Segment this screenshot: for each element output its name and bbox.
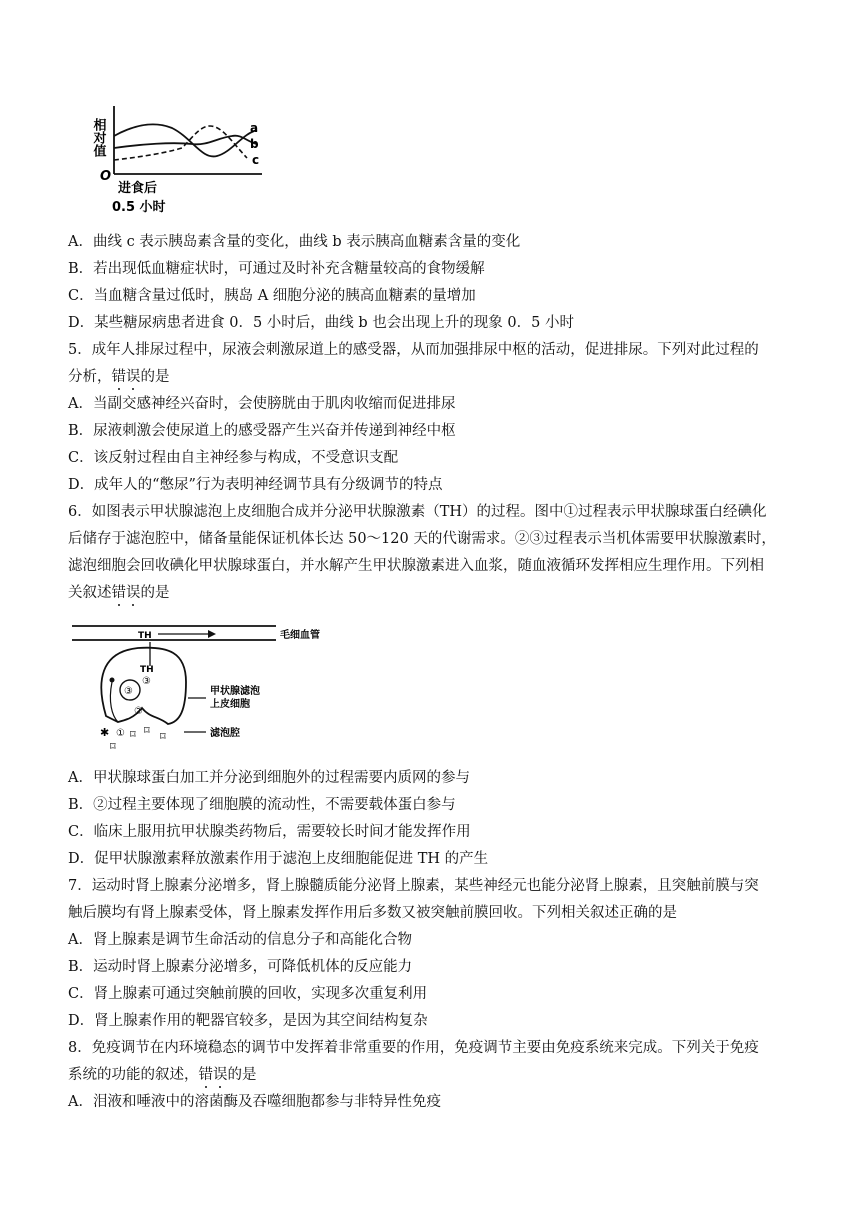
th-arrowhead bbox=[208, 630, 216, 638]
lumen-label: 滤泡腔 bbox=[210, 728, 240, 739]
q5-stem-line2 bbox=[68, 367, 170, 387]
q7-option-c: C．肾上腺素可通过突触前膜的回收，实现多次重复利用 bbox=[68, 986, 428, 1002]
q6-stem-line2: 后储存于滤泡腔中，储备量能保证机体长达 50～120 天的代谢需求。②③过程表示当机体需要甲状腺激素时， bbox=[68, 531, 776, 547]
curve-label-a: a bbox=[250, 121, 259, 135]
q5-option-d: D．成年人的“憋尿”行为表明神经调节具有分级调节的特点 bbox=[68, 477, 443, 493]
y-label-1: 相对值 bbox=[90, 118, 106, 157]
q4-option-a: A．曲线 c 表示胰岛素含量的变化，曲线 b 表示胰高血糖素含量的变化 bbox=[68, 234, 521, 250]
th-label-top: TH bbox=[138, 631, 152, 641]
q8-stem-post: 的是 bbox=[227, 1067, 257, 1083]
q7-option-b: B．运动时肾上腺素分泌增多，可降低机体的反应能力 bbox=[68, 959, 413, 975]
q8-stem-line1: 8．免疫调节在内环境稳态的调节中发挥着非常重要的作用，免疫调节主要由免疫系统来完成。下列关于免疫 bbox=[68, 1040, 759, 1056]
capillary-label: 毛细血管 bbox=[280, 630, 320, 641]
th-label-inner: TH bbox=[140, 665, 154, 675]
origin-label: O bbox=[100, 169, 112, 184]
q7-option-d: D．肾上腺素作用的靶器官较多，是因为其空间结构复杂 bbox=[68, 1013, 428, 1029]
q5-option-c: C．该反射过程由自主神经参与构成，不受意识支配 bbox=[68, 450, 399, 466]
colloid-5: ⌑ bbox=[110, 740, 116, 753]
q6-stem-line3: 滤泡细胞会回收碘化甲状腺球蛋白，并水解产生甲状腺激素进入血浆，随血液循环发挥相应生理作用。下列相 bbox=[68, 558, 764, 574]
q6-emphasis-1: 错 bbox=[111, 585, 126, 601]
q6-option-c: C．临床上服用抗甲状腺类药物后，需要较长时间才能发挥作用 bbox=[68, 824, 471, 840]
q8-stem-pre: 系统的功能的叙述， bbox=[68, 1067, 199, 1083]
step-1-marker: ① bbox=[116, 728, 125, 739]
q4-option-c: C．当血糖含量过低时，胰岛 A 细胞分泌的胰高血糖素的量增加 bbox=[68, 288, 476, 304]
q6-option-d: D．促甲状腺激素释放激素作用于滤泡上皮细胞能促进 TH 的产生 bbox=[68, 851, 489, 867]
q5-emphasis-1: 错 bbox=[111, 369, 126, 385]
figure-curves bbox=[92, 98, 272, 226]
q8-emphasis-2: 误 bbox=[213, 1067, 228, 1083]
step-1-path bbox=[110, 682, 118, 722]
q6-option-a: A．甲状腺球蛋白加工并分泌到细胞外的过程需要内质网的参与 bbox=[68, 770, 470, 786]
q5-option-a: A．当副交感神经兴奋时，会使膀胱由于肌肉收缩而促进排尿 bbox=[68, 396, 456, 412]
curve-a bbox=[114, 124, 257, 156]
q6-option-b: B．②过程主要体现了细胞膜的流动性，不需要载体蛋白参与 bbox=[68, 797, 456, 813]
q4-option-d: D．某些糖尿病患者进食 0．5 小时后，曲线 b 也会出现上升的现象 0．5 小时 bbox=[68, 315, 574, 331]
cell-label-2: 上皮细胞 bbox=[210, 699, 250, 710]
colloid-2: ⌑ bbox=[130, 728, 136, 741]
q8-emphasis-1: 错 bbox=[198, 1067, 213, 1083]
thyroid-svg bbox=[68, 612, 320, 762]
q6-stem-line1: 6．如图表示甲状腺滤泡上皮细胞合成并分泌甲状腺激素（TH）的过程。图中①过程表示甲状腺球蛋白经碘化 bbox=[68, 504, 767, 520]
curves-svg bbox=[92, 98, 272, 226]
cell-label-1: 甲状腺滤泡 bbox=[210, 686, 260, 697]
q6-emphasis-2: 误 bbox=[126, 585, 141, 601]
q8-option-a: A．泪液和唾液中的溶菌酶及吞噬细胞都参与非特异性免疫 bbox=[68, 1094, 441, 1110]
q6-stem-post: 的是 bbox=[140, 585, 170, 601]
q6-stem-pre: 关叙述 bbox=[68, 585, 112, 601]
x-label-line2: 0.5 小时 bbox=[112, 200, 166, 215]
step-2-marker: ② bbox=[134, 706, 143, 717]
q4-option-b: B．若出现低血糖症状时，可通过及时补充含糖量较高的食物缓解 bbox=[68, 261, 485, 277]
q8-stem-line2 bbox=[68, 1065, 257, 1085]
q6-stem-line4 bbox=[68, 583, 170, 603]
q5-emphasis-2: 误 bbox=[126, 369, 141, 385]
q7-stem-line2: 触后膜均有肾上腺素受体，肾上腺素发挥作用后多数又被突触前膜回收。下列相关叙述正确的是 bbox=[68, 905, 677, 921]
curve-label-c: c bbox=[252, 153, 260, 167]
q5-stem-pre: 分析， bbox=[68, 369, 112, 385]
colloid-3: ⌑ bbox=[144, 724, 150, 737]
q5-stem-line1: 5．成年人排尿过程中，尿液会刺激尿道上的感受器，从而加强排尿中枢的活动，促进排尿。下列对此过程的 bbox=[68, 342, 759, 358]
colloid-1: ✱ bbox=[100, 726, 110, 739]
x-label-line1: 进食后 bbox=[118, 181, 158, 196]
figure-thyroid-cell bbox=[68, 612, 320, 762]
step-3-marker: ③ bbox=[142, 676, 151, 687]
q7-stem-line1: 7．运动时肾上腺素分泌增多，肾上腺髓质能分泌肾上腺素，某些神经元也能分泌肾上腺素，且突触前膜与突 bbox=[68, 878, 759, 894]
colloid-4: ⌑ bbox=[160, 730, 166, 743]
q5-stem-post: 的是 bbox=[140, 369, 170, 385]
q7-option-a: A．肾上腺素是调节生命活动的信息分子和高能化合物 bbox=[68, 932, 412, 948]
q5-option-b: B．尿液刺激会使尿道上的感受器产生兴奋并传递到神经中枢 bbox=[68, 423, 456, 439]
step-3-left: ③ bbox=[124, 686, 133, 697]
curve-label-b: b bbox=[250, 137, 259, 151]
step-1-start bbox=[110, 678, 115, 683]
